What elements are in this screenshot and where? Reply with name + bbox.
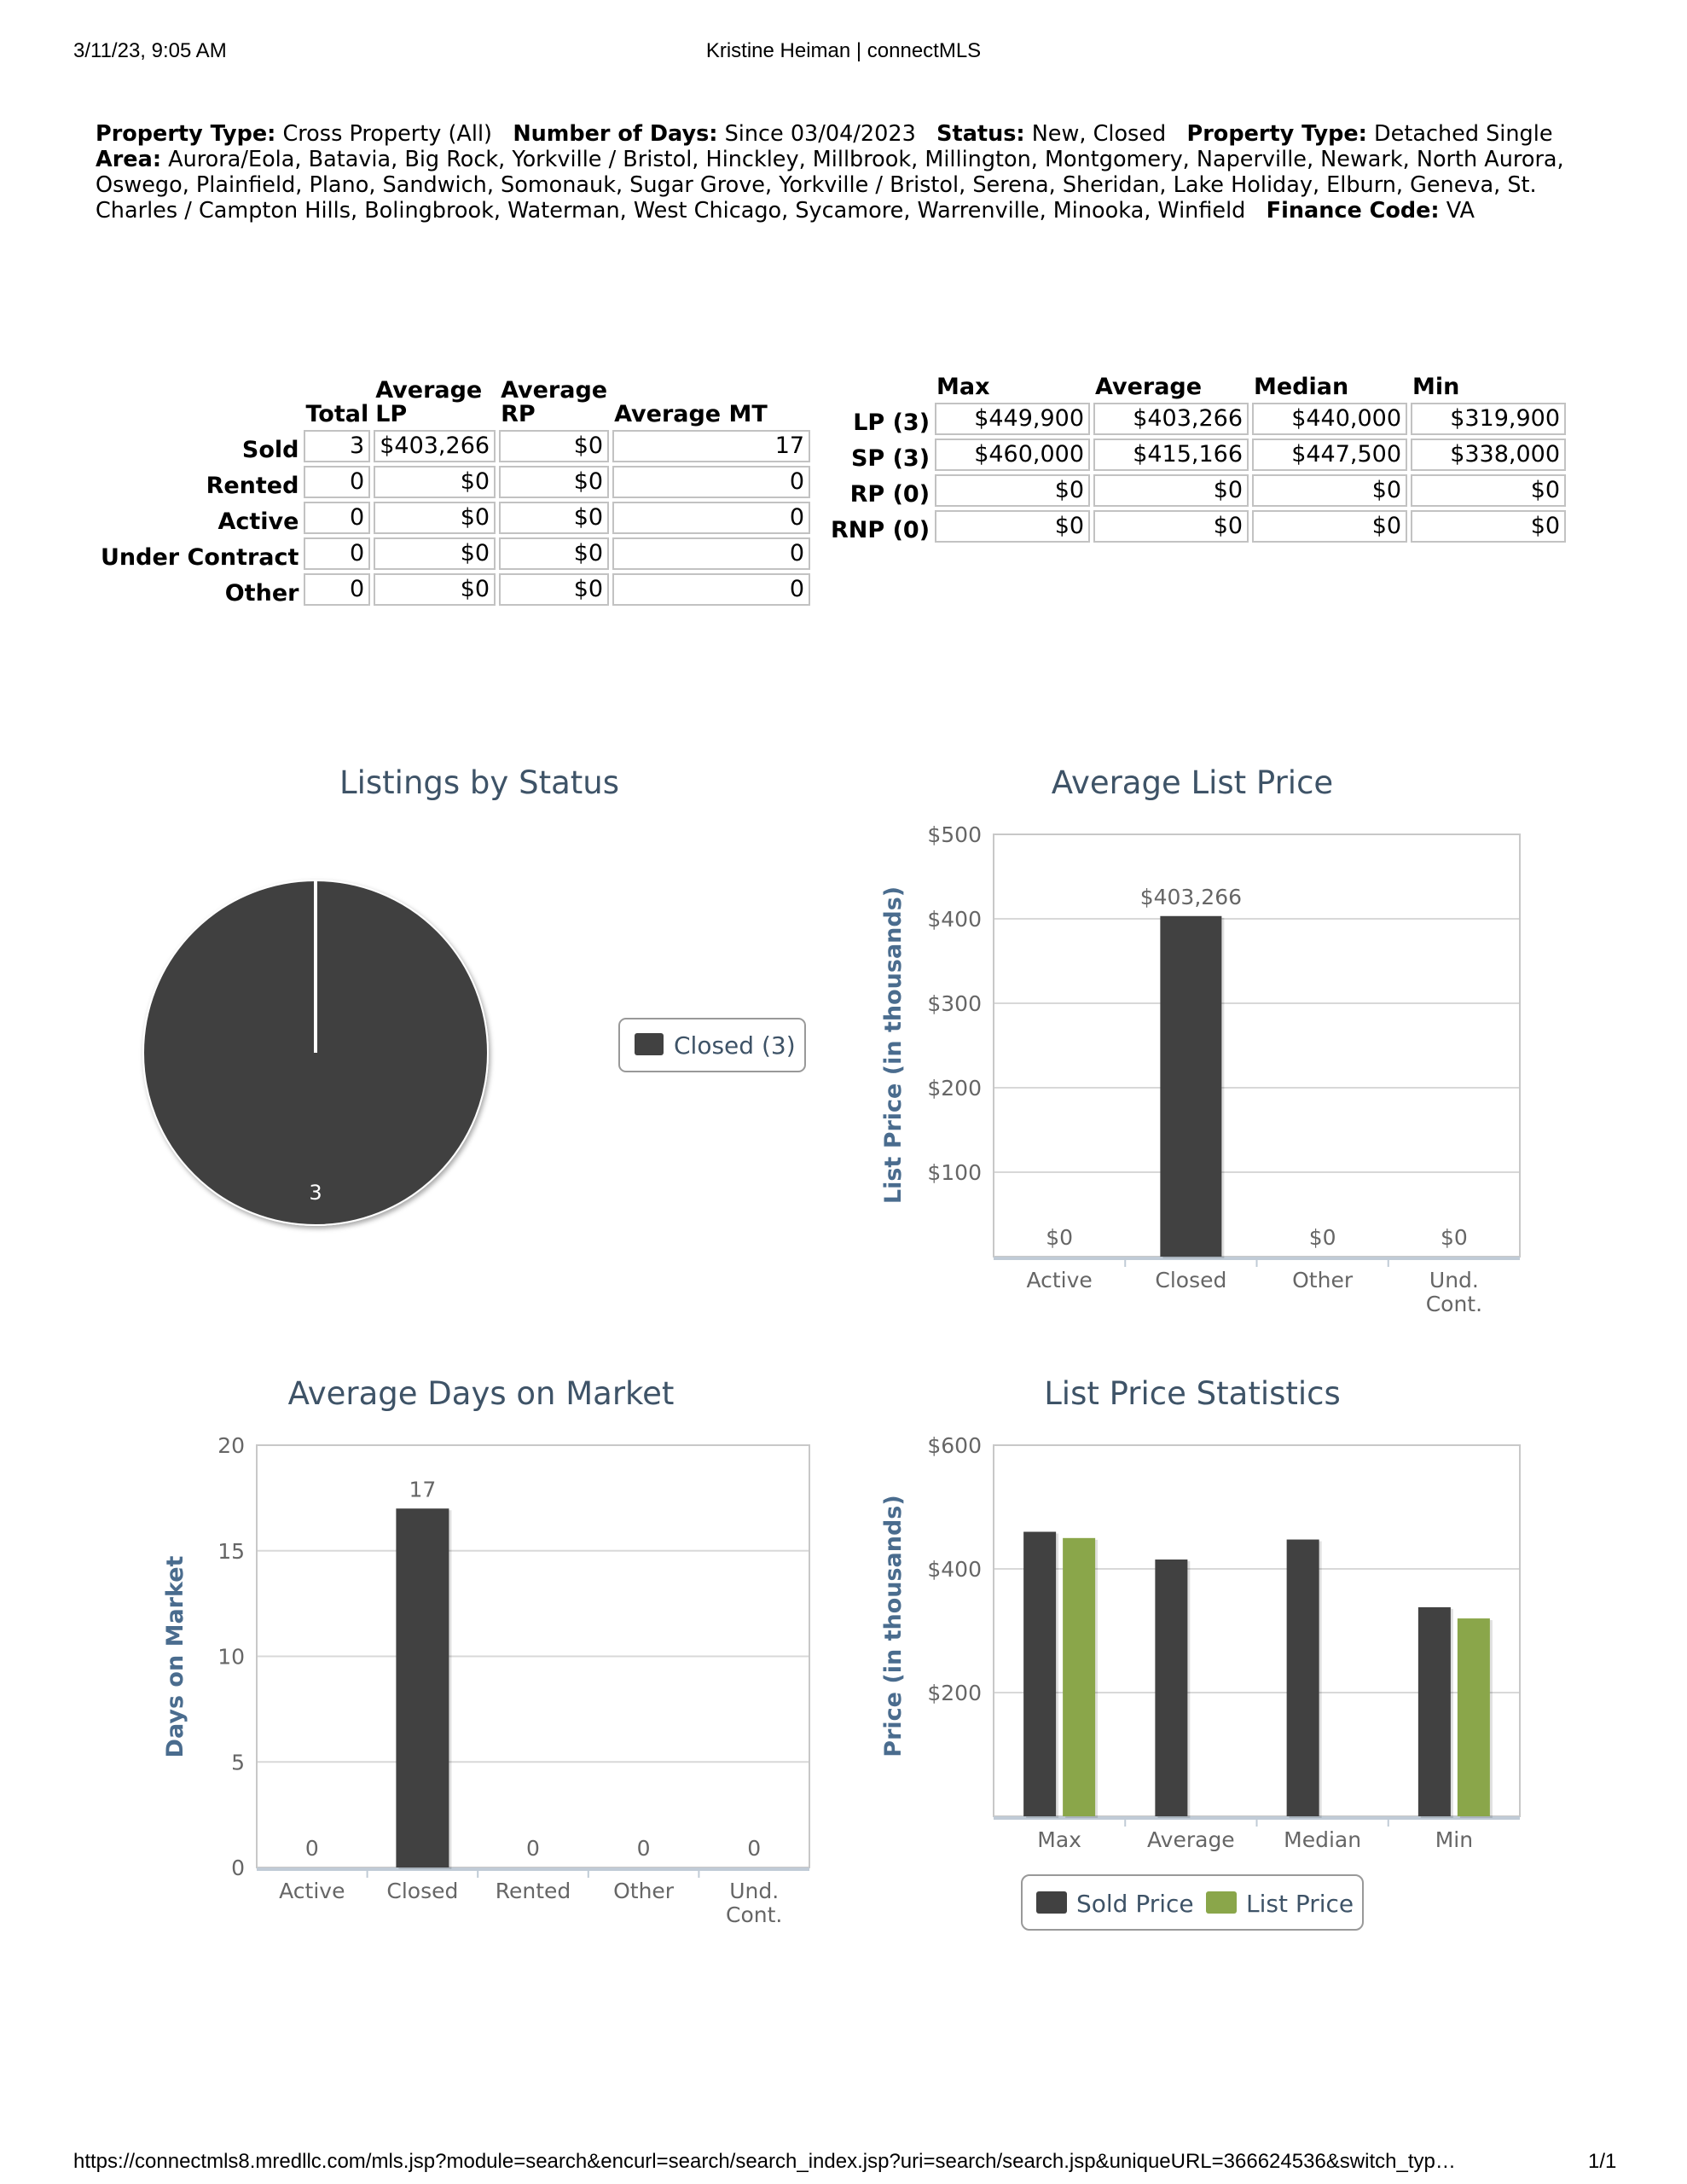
row-label-sp: SP (3) bbox=[850, 445, 930, 472]
x-tick-label: Closed bbox=[386, 1879, 459, 1903]
table-cell: $0 bbox=[499, 466, 609, 498]
y-tick-label: 10 bbox=[217, 1644, 245, 1670]
y-axis-label: Days on Market bbox=[162, 1555, 188, 1758]
x-tick-label: Average bbox=[1147, 1827, 1235, 1852]
plot-area bbox=[217, 1433, 809, 1927]
y-tick-label: $600 bbox=[927, 1433, 982, 1458]
y-tick-label: $400 bbox=[927, 1557, 982, 1582]
table-cell: 0 bbox=[612, 466, 810, 498]
y-tick-label: $500 bbox=[927, 822, 982, 847]
row-label-rnp: RNP (0) bbox=[831, 517, 930, 543]
table-row bbox=[829, 403, 1566, 435]
summary-header-average-mt: Average MT bbox=[614, 401, 768, 427]
bar bbox=[1160, 916, 1221, 1257]
data-label: $403,266 bbox=[1139, 884, 1243, 909]
table-cell: $0 bbox=[499, 537, 609, 570]
data-label: 0 bbox=[747, 1836, 762, 1861]
table-cell: $403,266 bbox=[1093, 403, 1249, 435]
table-cell: 0 bbox=[304, 537, 370, 570]
price-header-row bbox=[829, 375, 1566, 399]
area-label: Area: bbox=[96, 147, 162, 172]
bar bbox=[1418, 1607, 1451, 1816]
pie-data-label: 3 bbox=[309, 1181, 322, 1205]
bar bbox=[1155, 1560, 1187, 1816]
legend-label-closed[interactable]: Closed (3) bbox=[674, 1031, 796, 1060]
data-label: 0 bbox=[526, 1836, 540, 1861]
table-cell: $0 bbox=[1093, 474, 1249, 507]
y-axis-label: List Price (in thousands) bbox=[880, 886, 907, 1205]
x-tick-label: Other bbox=[1292, 1268, 1354, 1292]
y-tick-label: $200 bbox=[927, 1681, 982, 1705]
print-title: Kristine Heiman | connectMLS bbox=[705, 39, 982, 62]
row-label-other: Other bbox=[224, 580, 299, 607]
price-header-average: Average bbox=[1095, 374, 1203, 400]
finance-code-label: Finance Code: bbox=[1266, 198, 1440, 224]
table-cell: $0 bbox=[935, 474, 1090, 507]
y-tick-label: 15 bbox=[217, 1538, 245, 1564]
number-of-days-value: Since 03/04/2023 bbox=[724, 121, 916, 147]
legend-label-sold-price[interactable]: Sold Price bbox=[1076, 1890, 1194, 1918]
row-label-lp: LP (3) bbox=[853, 410, 930, 436]
price-corner bbox=[829, 375, 931, 399]
y-tick-label: $100 bbox=[927, 1160, 982, 1185]
row-label-under-contract: Under Contract bbox=[101, 544, 299, 571]
x-tick-label: Max bbox=[1037, 1827, 1081, 1852]
legend-label-list-price[interactable]: List Price bbox=[1246, 1890, 1354, 1918]
data-label: $0 bbox=[1440, 1225, 1468, 1250]
table-cell: 0 bbox=[304, 573, 370, 606]
table-cell: $0 bbox=[374, 502, 496, 534]
table-cell: 0 bbox=[304, 502, 370, 534]
list-price-statistics-chart bbox=[853, 1370, 1552, 1950]
x-tick-label: Cont. bbox=[1425, 1292, 1483, 1316]
table-cell: $338,000 bbox=[1411, 439, 1566, 471]
table-cell: $0 bbox=[374, 466, 496, 498]
table-cell: 17 bbox=[612, 430, 810, 462]
table-cell: $319,900 bbox=[1411, 403, 1566, 435]
table-cell: 3 bbox=[304, 430, 370, 462]
summary-header-average-rp: Average RP bbox=[501, 377, 608, 427]
plot-area bbox=[927, 822, 1520, 1316]
price-header-min: Min bbox=[1412, 374, 1460, 400]
table-cell: $415,166 bbox=[1093, 439, 1249, 471]
print-datetime: 3/11/23, 9:05 AM bbox=[73, 39, 227, 62]
legend-swatch-sold-price bbox=[1036, 1891, 1067, 1914]
table-cell: $0 bbox=[374, 573, 496, 606]
table-cell: $0 bbox=[499, 430, 609, 462]
chart-title: Average Days on Market bbox=[287, 1375, 675, 1412]
legend bbox=[619, 1019, 805, 1072]
legend bbox=[1022, 1875, 1363, 1930]
table-cell: $0 bbox=[499, 573, 609, 606]
chart-title: List Price Statistics bbox=[1044, 1375, 1341, 1412]
table-cell: 0 bbox=[612, 537, 810, 570]
y-axis-label: Price (in thousands) bbox=[880, 1495, 907, 1757]
table-cell: $0 bbox=[1252, 474, 1407, 507]
table-cell: $0 bbox=[1093, 510, 1249, 543]
print-footer bbox=[0, 2150, 1687, 2184]
legend-swatch-list-price bbox=[1206, 1891, 1237, 1914]
y-tick-label: $200 bbox=[927, 1076, 982, 1101]
x-tick-label: Closed bbox=[1155, 1268, 1227, 1292]
table-cell: 0 bbox=[304, 466, 370, 498]
summary-header-average-lp: Average LP bbox=[375, 377, 483, 427]
row-label-rented: Rented bbox=[206, 473, 299, 499]
search-criteria bbox=[96, 121, 1597, 224]
property-type-value: Cross Property (All) bbox=[282, 121, 492, 147]
pie-slices bbox=[143, 880, 488, 1225]
print-header bbox=[0, 39, 1687, 73]
property-type-label: Property Type: bbox=[96, 121, 276, 147]
summary-corner bbox=[99, 379, 300, 427]
summary-header-total: Total bbox=[305, 401, 369, 427]
table-cell: $403,266 bbox=[374, 430, 496, 462]
x-tick-label: Cont. bbox=[726, 1902, 783, 1927]
listings-by-status-chart bbox=[111, 759, 844, 1254]
price-stats-table bbox=[826, 372, 1569, 546]
plot-area bbox=[927, 1433, 1520, 1852]
property-type-value-2: Detached Single bbox=[1374, 121, 1553, 147]
table-cell: $0 bbox=[1252, 510, 1407, 543]
property-type-label-2: Property Type: bbox=[1186, 121, 1367, 147]
row-label-active: Active bbox=[217, 508, 299, 535]
page-number: 1/1 bbox=[1588, 2150, 1617, 2173]
finance-code-value: VA bbox=[1446, 198, 1475, 224]
plot-border bbox=[994, 834, 1520, 1257]
x-tick-label: Und. bbox=[729, 1879, 780, 1903]
table-row bbox=[99, 430, 810, 462]
data-label: 0 bbox=[304, 1836, 319, 1861]
table-row bbox=[99, 573, 810, 606]
table-cell: $447,500 bbox=[1252, 439, 1407, 471]
area-value: Aurora/Eola, Batavia, Big Rock, Yorkville / Bristol, Hinckley, Millbrook, Millington, Montgomery, Naperville, Newark, North Aurora, Oswego, Plainfield, Plano, Sandwich, Somonauk, Sugar Grove, Yorkville / Bristol, Serena, Sheridan, Lake Holiday, Elburn, Geneva, St. Charles / Campton Hills, Bolingbrook, Waterman, West Chicago, Sycamore, Warrenville, Minooka, Winfield bbox=[96, 147, 1564, 224]
average-list-price-chart bbox=[853, 759, 1552, 1339]
y-tick-label: $400 bbox=[927, 907, 982, 932]
x-tick-label: Active bbox=[1026, 1268, 1093, 1292]
bar bbox=[1287, 1540, 1319, 1816]
table-cell: $0 bbox=[374, 537, 496, 570]
x-tick-label: Median bbox=[1284, 1827, 1362, 1852]
table-cell: $0 bbox=[1411, 510, 1566, 543]
average-days-on-market-chart bbox=[128, 1370, 827, 1950]
data-label: 0 bbox=[636, 1836, 651, 1861]
chart-title: Average List Price bbox=[1051, 764, 1334, 801]
chart-title: Listings by Status bbox=[339, 764, 619, 801]
table-cell: $460,000 bbox=[935, 439, 1090, 471]
y-tick-label: 5 bbox=[231, 1750, 245, 1775]
bar bbox=[396, 1508, 449, 1867]
y-tick-label: $300 bbox=[927, 991, 982, 1016]
data-label: $0 bbox=[1308, 1225, 1336, 1250]
data-label: $0 bbox=[1046, 1225, 1074, 1250]
table-cell: $0 bbox=[499, 502, 609, 534]
table-row bbox=[99, 466, 810, 498]
price-header-max: Max bbox=[936, 374, 990, 400]
table-row bbox=[99, 502, 810, 534]
table-cell: $449,900 bbox=[935, 403, 1090, 435]
y-tick-label: 0 bbox=[231, 1856, 245, 1880]
row-label-sold: Sold bbox=[241, 437, 299, 463]
bar bbox=[1023, 1532, 1056, 1817]
table-cell: $440,000 bbox=[1252, 403, 1407, 435]
table-cell: $0 bbox=[1411, 474, 1566, 507]
bar bbox=[1063, 1538, 1095, 1816]
y-tick-label: 20 bbox=[217, 1433, 245, 1458]
x-tick-label: Min bbox=[1435, 1827, 1474, 1852]
summary-header-row bbox=[99, 379, 810, 427]
print-url: https://connectmls8.mredllc.com/mls.jsp?module=search&encurl=search/search_index.jsp?uri=search/search.jsp&uniqueURL=366624536&switch_typ… bbox=[73, 2150, 1456, 2173]
table-row bbox=[829, 474, 1566, 507]
x-tick-label: Und. bbox=[1429, 1268, 1479, 1292]
table-cell: 0 bbox=[612, 502, 810, 534]
row-label-rp: RP (0) bbox=[849, 481, 930, 508]
table-cell: $0 bbox=[935, 510, 1090, 543]
legend-swatch-closed bbox=[635, 1033, 664, 1055]
table-row bbox=[829, 510, 1566, 543]
x-tick-label: Active bbox=[279, 1879, 345, 1903]
table-row bbox=[99, 537, 810, 570]
table-row bbox=[829, 439, 1566, 471]
x-tick-label: Other bbox=[613, 1879, 675, 1903]
status-label: Status: bbox=[936, 121, 1025, 147]
table-cell: 0 bbox=[612, 573, 810, 606]
price-header-median: Median bbox=[1254, 374, 1349, 400]
status-value: New, Closed bbox=[1031, 121, 1167, 147]
x-tick-label: Rented bbox=[495, 1879, 571, 1903]
data-label: 17 bbox=[409, 1477, 437, 1502]
bar bbox=[1458, 1618, 1490, 1816]
summary-table bbox=[96, 375, 814, 609]
number-of-days-label: Number of Days: bbox=[513, 121, 718, 147]
